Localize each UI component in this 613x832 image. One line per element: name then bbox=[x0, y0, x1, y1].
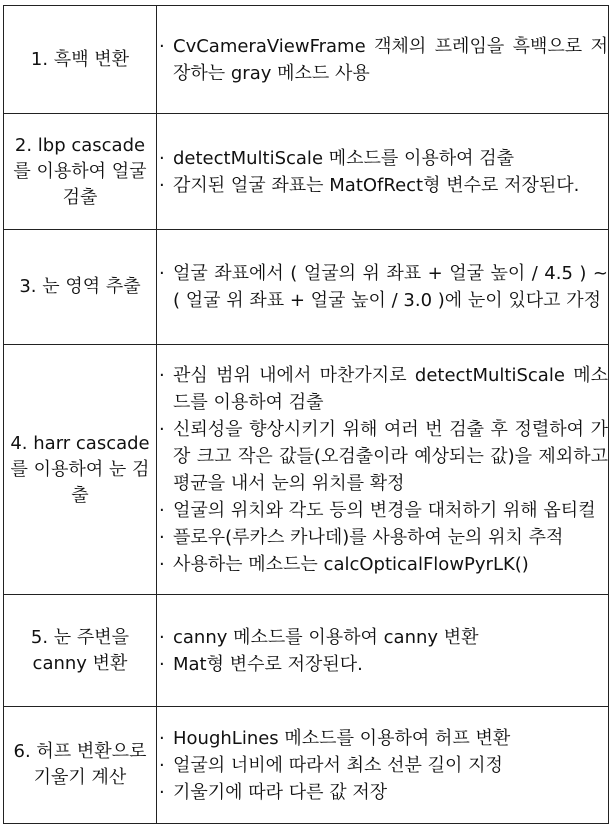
bullet-list bbox=[157, 362, 608, 578]
step-label: 1. 흑백 변환 bbox=[4, 6, 157, 114]
bullet-item: · 얼굴 좌표에서 ( 얼굴의 위 좌표 + 얼굴 높이 / 4.5 ) ~ ( 얼굴 위 좌표 + 얼굴 높이 / 3.0 )에 눈이 있다고 가정 bbox=[157, 260, 608, 314]
step-label: 3. 눈 영역 추출 bbox=[4, 230, 157, 345]
table-row bbox=[4, 345, 609, 595]
bullet-item: · 사용하는 메소드는 calcOpticalFlowPyrLK() bbox=[157, 551, 608, 578]
table-row bbox=[4, 230, 609, 345]
bullet-item: · 신뢰성을 향상시키기 위해 여러 번 검출 후 정렬하여 가장 크고 작은 값들(오검출이라 예상되는 값)을 제외하고 평균을 내서 눈의 위치를 확정 bbox=[157, 416, 608, 497]
bullet-list bbox=[157, 725, 608, 806]
step-label: 6. 허프 변환으로 기울기 계산 bbox=[4, 707, 157, 824]
bullet-list bbox=[157, 624, 608, 678]
bullet-item: · CvCameraViewFrame 객체의 프레임을 흑백으로 저장하는 gray 메소드 사용 bbox=[157, 33, 608, 87]
bullet-item: · 얼굴의 너비에 따라서 최소 선분 길이 지정 bbox=[157, 752, 608, 779]
table-row bbox=[4, 114, 609, 230]
table-row bbox=[4, 707, 609, 824]
step-description bbox=[157, 114, 609, 230]
bullet-item: · detectMultiScale 메소드를 이용하여 검출 bbox=[157, 145, 608, 172]
bullet-item: · canny 메소드를 이용하여 canny 변환 bbox=[157, 624, 608, 651]
step-label: 5. 눈 주변을 canny 변환 bbox=[4, 595, 157, 707]
step-description bbox=[157, 6, 609, 114]
step-description bbox=[157, 595, 609, 707]
step-description bbox=[157, 345, 609, 595]
bullet-item: · 기울기에 따라 다른 값 저장 bbox=[157, 779, 608, 806]
bullet-list bbox=[157, 33, 608, 87]
table-row bbox=[4, 6, 609, 114]
bullet-item: · 얼굴의 위치와 각도 등의 변경을 대처하기 위해 옵티컬 bbox=[157, 497, 608, 524]
bullet-item: · 관심 범위 내에서 마찬가지로 detectMultiScale 메소드를 이용하여 검출 bbox=[157, 362, 608, 416]
step-label: 2. lbp cascade 를 이용하여 얼굴 검출 bbox=[4, 114, 157, 230]
step-description bbox=[157, 230, 609, 345]
process-table bbox=[3, 5, 609, 824]
bullet-item: · HoughLines 메소드를 이용하여 허프 변환 bbox=[157, 725, 608, 752]
table-row bbox=[4, 595, 609, 707]
bullet-item: · Mat형 변수로 저장된다. bbox=[157, 651, 608, 678]
bullet-list bbox=[157, 260, 608, 314]
bullet-list bbox=[157, 145, 608, 199]
step-label: 4. harr cascade 를 이용하여 눈 검출 bbox=[4, 345, 157, 595]
bullet-item: · 플로우(루카스 카나데)를 사용하여 눈의 위치 추적 bbox=[157, 524, 608, 551]
bullet-item: · 감지된 얼굴 좌표는 MatOfRect형 변수로 저장된다. bbox=[157, 172, 608, 199]
step-description bbox=[157, 707, 609, 824]
